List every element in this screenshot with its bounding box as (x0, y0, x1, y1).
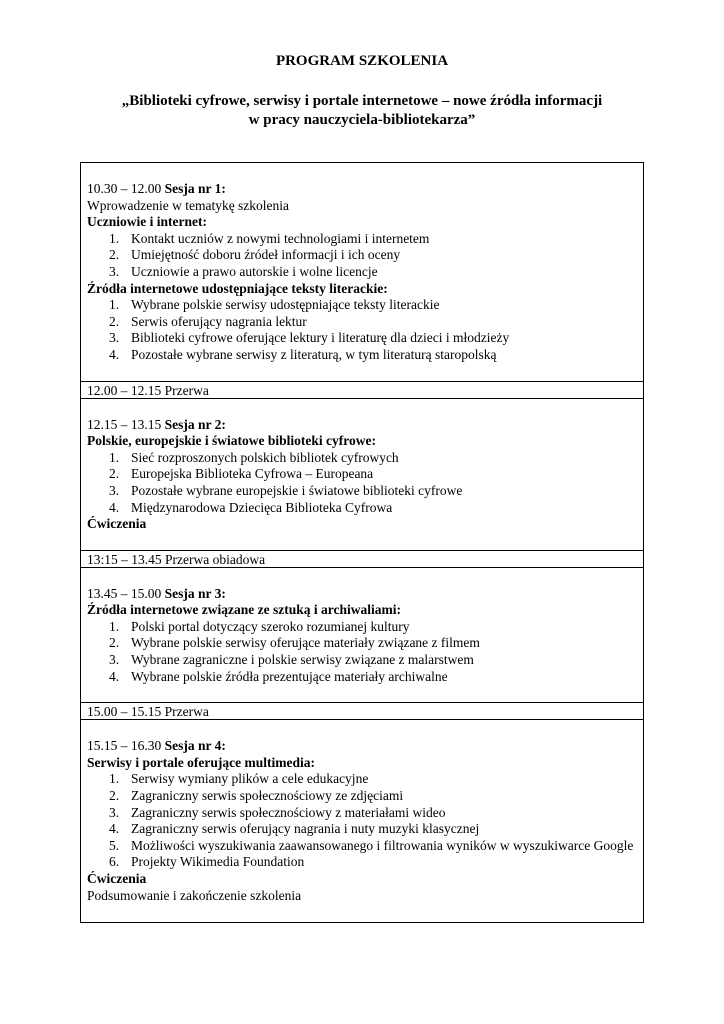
session-2 (81, 399, 643, 551)
list-item: 4. Wybrane polskie źródła prezentujące materiały archiwalne (109, 668, 448, 684)
list-item: 2. Umiejętność doboru źródeł informacji i ich oceny (109, 247, 401, 263)
session-3-time: 13.45 – 15.00 (87, 585, 165, 601)
session-3 (81, 568, 643, 704)
closing-text: Podsumowanie i zakończenie szkolenia (87, 887, 302, 903)
document-title: PROGRAM SZKOLENIA (275, 53, 449, 69)
break-2: 13:15 – 13.45 Przerwa obiadowa (81, 551, 643, 568)
list-item: 6. Projekty Wikimedia Foundation (109, 854, 305, 870)
list-item: 4. Pozostałe wybrane serwisy z literaturą, w tym literaturą staropolską (109, 346, 497, 362)
list-item: 1. Kontakt uczniów z nowymi technologiami i internetem (109, 230, 430, 246)
break-1: 12.00 – 12.15 Przerwa (81, 382, 643, 399)
session-1-list-1 (87, 231, 637, 281)
list-item: 1. Polski portal dotyczący szeroko rozumianej kultury (109, 618, 410, 634)
session-1-heading (87, 181, 637, 198)
session-4 (81, 720, 643, 922)
list-item: 4. Zagraniczny serwis oferujący nagrania i nuty muzyki klasycznej (109, 821, 480, 837)
break-3: 15.00 – 15.15 Przerwa (81, 703, 643, 720)
session-1-intro: Wprowadzenie w tematykę szkolenia (87, 197, 290, 213)
session-1-label: Sesja nr 1: (164, 181, 226, 196)
list-item: 3. Uczniowie a prawo autorskie i wolne licencje (109, 263, 378, 279)
session-2-heading (87, 417, 637, 434)
list-item: 1. Wybrane polskie serwisy udostępniające teksty literackie (109, 297, 440, 313)
program-table (80, 162, 644, 923)
subtitle-line-1: „Biblioteki cyfrowe, serwisy i portale internetowe – nowe źródła informacji (121, 93, 603, 109)
subtitle-line-2: w pracy nauczyciela-bibliotekarza” (248, 112, 476, 128)
session-2-topic-1: Polskie, europejskie i światowe biblioteki cyfrowe: (87, 433, 376, 449)
list-item: 2. Europejska Biblioteka Cyfrowa – Europeana (109, 466, 374, 482)
list-item: 2. Serwis oferujący nagrania lektur (109, 313, 307, 329)
session-4-exercises: Ćwiczenia (87, 871, 147, 886)
document-subtitle (60, 92, 664, 130)
list-item: 3. Pozostałe wybrane europejskie i światowe biblioteki cyfrowe (109, 482, 463, 498)
session-2-label: Sesja nr 2: (164, 416, 226, 432)
session-2-exercises: Ćwiczenia (87, 516, 147, 532)
session-3-label: Sesja nr 3: (164, 585, 226, 601)
session-4-label: Sesja nr 4: (164, 738, 226, 754)
list-item: 1. Sieć rozproszonych polskich bibliotek cyfrowych (109, 449, 399, 465)
session-1-list-2 (87, 297, 637, 363)
list-item: 5. Możliwości wyszukiwania zaawansowanego i filtrowania wyników w wyszukiwarce Google (109, 837, 634, 853)
list-item: 3. Wybrane zagraniczne i polskie serwisy związane z malarstwem (109, 652, 474, 668)
list-item: 3. Zagraniczny serwis społecznościowy z materiałami wideo (109, 804, 446, 820)
session-3-heading (87, 586, 637, 603)
session-3-list-1 (87, 619, 637, 685)
session-1-topic-1: Uczniowie i internet: (87, 214, 207, 230)
session-2-time: 12.15 – 13.15 (87, 416, 165, 432)
session-4-topic-1: Serwisy i portale oferujące multimedia: (87, 754, 315, 770)
session-1-topic-2: Źródła internetowe udostępniające teksty literackie: (87, 280, 388, 296)
session-4-heading (87, 738, 637, 755)
list-item: 2. Zagraniczny serwis społecznościowy ze zdjęciami (109, 788, 404, 804)
list-item: 3. Biblioteki cyfrowe oferujące lektury i literaturę dla dzieci i młodzieży (109, 330, 510, 346)
session-2-list-1 (87, 450, 637, 516)
list-item: 4. Międzynarodowa Dziecięca Biblioteka Cyfrowa (109, 499, 393, 515)
list-item: 2. Wybrane polskie serwisy oferujące materiały związane z filmem (109, 635, 480, 651)
list-item: 1. Serwisy wymiany plików a cele edukacyjne (109, 771, 369, 787)
session-3-topic-1: Źródła internetowe związane ze sztuką i archiwaliami: (87, 602, 401, 618)
session-1-time: 10.30 – 12.00 (87, 181, 165, 196)
session-4-time: 15.15 – 16.30 (87, 738, 165, 754)
session-4-list-1 (87, 771, 637, 871)
session-1 (81, 163, 643, 382)
